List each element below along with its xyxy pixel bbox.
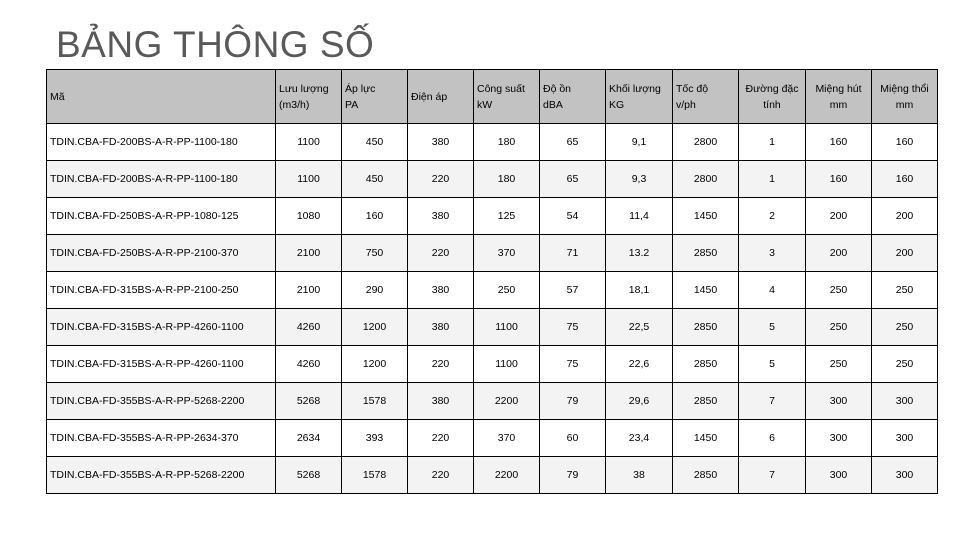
cell-speed: 1450 bbox=[673, 272, 739, 309]
cell-curve: 4 bbox=[739, 272, 806, 309]
cell-outlet: 200 bbox=[872, 198, 938, 235]
cell-curve: 1 bbox=[739, 161, 806, 198]
cell-voltage: 380 bbox=[408, 124, 474, 161]
cell-pressure: 160 bbox=[342, 198, 408, 235]
header-label: Áp lực bbox=[345, 82, 376, 95]
header-label: Đường đặc bbox=[745, 82, 799, 95]
cell-curve: 5 bbox=[739, 309, 806, 346]
cell-weight: 22,5 bbox=[606, 309, 673, 346]
cell-flow: 2100 bbox=[276, 272, 342, 309]
table-row bbox=[47, 457, 938, 494]
cell-noise: 65 bbox=[540, 124, 606, 161]
header-label: Lưu lượng bbox=[279, 82, 329, 95]
cell-code: TDIN.CBA-FD-355BS-A-R-PP-2634-370 bbox=[47, 420, 276, 457]
cell-outlet: 250 bbox=[872, 346, 938, 383]
cell-weight: 9,3 bbox=[606, 161, 673, 198]
cell-speed: 2850 bbox=[673, 235, 739, 272]
cell-curve: 7 bbox=[739, 457, 806, 494]
cell-power: 2200 bbox=[474, 457, 540, 494]
cell-voltage: 380 bbox=[408, 272, 474, 309]
header-noise bbox=[540, 70, 606, 124]
cell-inlet: 200 bbox=[806, 235, 872, 272]
spec-table bbox=[46, 69, 938, 494]
header-voltage bbox=[408, 70, 474, 124]
header-pressure bbox=[342, 70, 408, 124]
table-row bbox=[47, 383, 938, 420]
header-label: Độ ồn bbox=[543, 82, 572, 95]
header-label: Tốc độ bbox=[676, 82, 709, 95]
cell-power: 2200 bbox=[474, 383, 540, 420]
header-power bbox=[474, 70, 540, 124]
cell-outlet: 300 bbox=[872, 457, 938, 494]
page-title: BẢNG THÔNG SỐ bbox=[56, 24, 375, 65]
cell-weight: 9,1 bbox=[606, 124, 673, 161]
cell-pressure: 290 bbox=[342, 272, 408, 309]
cell-curve: 1 bbox=[739, 124, 806, 161]
cell-noise: 75 bbox=[540, 346, 606, 383]
cell-inlet: 160 bbox=[806, 124, 872, 161]
cell-voltage: 220 bbox=[408, 346, 474, 383]
header-code bbox=[47, 70, 276, 124]
table-body bbox=[47, 124, 938, 494]
cell-pressure: 1578 bbox=[342, 457, 408, 494]
header-inlet bbox=[806, 70, 872, 124]
cell-weight: 22,6 bbox=[606, 346, 673, 383]
cell-inlet: 300 bbox=[806, 383, 872, 420]
cell-weight: 23,4 bbox=[606, 420, 673, 457]
cell-noise: 71 bbox=[540, 235, 606, 272]
cell-flow: 2634 bbox=[276, 420, 342, 457]
cell-outlet: 160 bbox=[872, 161, 938, 198]
header-unit: kW bbox=[477, 98, 493, 111]
cell-power: 370 bbox=[474, 420, 540, 457]
header-unit: (m3/h) bbox=[279, 98, 310, 111]
cell-flow: 5268 bbox=[276, 383, 342, 420]
cell-voltage: 380 bbox=[408, 383, 474, 420]
header-label: Công suất bbox=[477, 82, 525, 95]
cell-code: TDIN.CBA-FD-315BS-A-R-PP-2100-250 bbox=[47, 272, 276, 309]
cell-speed: 2850 bbox=[673, 346, 739, 383]
cell-speed: 2800 bbox=[673, 161, 739, 198]
cell-power: 1100 bbox=[474, 309, 540, 346]
cell-code: TDIN.CBA-FD-200BS-A-R-PP-1100-180 bbox=[47, 161, 276, 198]
header-unit: tính bbox=[763, 98, 781, 111]
header-label: Khối lượng bbox=[609, 82, 661, 95]
cell-voltage: 380 bbox=[408, 198, 474, 235]
header-unit: dBA bbox=[543, 98, 563, 111]
cell-speed: 1450 bbox=[673, 420, 739, 457]
cell-noise: 79 bbox=[540, 383, 606, 420]
cell-speed: 2850 bbox=[673, 309, 739, 346]
cell-power: 1100 bbox=[474, 346, 540, 383]
cell-outlet: 160 bbox=[872, 124, 938, 161]
cell-flow: 1100 bbox=[276, 161, 342, 198]
header-unit: mm bbox=[829, 98, 848, 111]
cell-pressure: 1200 bbox=[342, 346, 408, 383]
table-row bbox=[47, 420, 938, 457]
cell-power: 125 bbox=[474, 198, 540, 235]
cell-weight: 18,1 bbox=[606, 272, 673, 309]
table-row bbox=[47, 198, 938, 235]
cell-speed: 1450 bbox=[673, 198, 739, 235]
cell-outlet: 300 bbox=[872, 383, 938, 420]
cell-speed: 2850 bbox=[673, 383, 739, 420]
header-unit: KG bbox=[609, 98, 625, 111]
cell-inlet: 300 bbox=[806, 457, 872, 494]
cell-inlet: 250 bbox=[806, 309, 872, 346]
cell-inlet: 160 bbox=[806, 161, 872, 198]
cell-weight: 11,4 bbox=[606, 198, 673, 235]
header-unit: v/ph bbox=[676, 98, 696, 111]
cell-pressure: 1578 bbox=[342, 383, 408, 420]
cell-code: TDIN.CBA-FD-250BS-A-R-PP-2100-370 bbox=[47, 235, 276, 272]
table-header bbox=[47, 70, 938, 124]
cell-code: TDIN.CBA-FD-355BS-A-R-PP-5268-2200 bbox=[47, 383, 276, 420]
cell-curve: 2 bbox=[739, 198, 806, 235]
cell-weight: 13.2 bbox=[606, 235, 673, 272]
header-label: Miệng hút bbox=[815, 82, 862, 95]
cell-pressure: 450 bbox=[342, 124, 408, 161]
cell-pressure: 393 bbox=[342, 420, 408, 457]
cell-speed: 2800 bbox=[673, 124, 739, 161]
header-label: Điện áp bbox=[411, 90, 448, 103]
table-row bbox=[47, 272, 938, 309]
cell-inlet: 200 bbox=[806, 198, 872, 235]
cell-outlet: 200 bbox=[872, 235, 938, 272]
cell-voltage: 220 bbox=[408, 457, 474, 494]
cell-code: TDIN.CBA-FD-250BS-A-R-PP-1080-125 bbox=[47, 198, 276, 235]
table-row bbox=[47, 309, 938, 346]
cell-pressure: 1200 bbox=[342, 309, 408, 346]
cell-inlet: 250 bbox=[806, 346, 872, 383]
header-speed bbox=[673, 70, 739, 124]
cell-noise: 57 bbox=[540, 272, 606, 309]
header-unit: mm bbox=[895, 98, 914, 111]
cell-code: TDIN.CBA-FD-355BS-A-R-PP-5268-2200 bbox=[47, 457, 276, 494]
cell-code: TDIN.CBA-FD-200BS-A-R-PP-1100-180 bbox=[47, 124, 276, 161]
table-row bbox=[47, 235, 938, 272]
cell-voltage: 220 bbox=[408, 235, 474, 272]
header-flow bbox=[276, 70, 342, 124]
header-outlet bbox=[872, 70, 938, 124]
cell-inlet: 250 bbox=[806, 272, 872, 309]
cell-outlet: 250 bbox=[872, 309, 938, 346]
header-label: Miệng thổi bbox=[880, 82, 929, 95]
cell-flow: 1100 bbox=[276, 124, 342, 161]
cell-code: TDIN.CBA-FD-315BS-A-R-PP-4260-1100 bbox=[47, 346, 276, 383]
cell-curve: 5 bbox=[739, 346, 806, 383]
cell-power: 180 bbox=[474, 161, 540, 198]
cell-weight: 38 bbox=[606, 457, 673, 494]
cell-voltage: 220 bbox=[408, 420, 474, 457]
cell-pressure: 750 bbox=[342, 235, 408, 272]
cell-code: TDIN.CBA-FD-315BS-A-R-PP-4260-1100 bbox=[47, 309, 276, 346]
cell-noise: 54 bbox=[540, 198, 606, 235]
cell-pressure: 450 bbox=[342, 161, 408, 198]
cell-weight: 29,6 bbox=[606, 383, 673, 420]
header-label: Mã bbox=[50, 90, 65, 103]
cell-power: 250 bbox=[474, 272, 540, 309]
cell-flow: 5268 bbox=[276, 457, 342, 494]
cell-flow: 2100 bbox=[276, 235, 342, 272]
table-row bbox=[47, 346, 938, 383]
cell-inlet: 300 bbox=[806, 420, 872, 457]
header-row bbox=[47, 70, 938, 124]
cell-noise: 65 bbox=[540, 161, 606, 198]
cell-noise: 75 bbox=[540, 309, 606, 346]
cell-outlet: 300 bbox=[872, 420, 938, 457]
header-weight bbox=[606, 70, 673, 124]
cell-noise: 79 bbox=[540, 457, 606, 494]
cell-outlet: 250 bbox=[872, 272, 938, 309]
cell-voltage: 220 bbox=[408, 161, 474, 198]
table-row bbox=[47, 124, 938, 161]
table-row bbox=[47, 161, 938, 198]
cell-power: 370 bbox=[474, 235, 540, 272]
cell-noise: 60 bbox=[540, 420, 606, 457]
cell-curve: 6 bbox=[739, 420, 806, 457]
cell-flow: 1080 bbox=[276, 198, 342, 235]
cell-speed: 2850 bbox=[673, 457, 739, 494]
cell-flow: 4260 bbox=[276, 309, 342, 346]
header-unit: PA bbox=[345, 98, 359, 111]
cell-flow: 4260 bbox=[276, 346, 342, 383]
header-curve bbox=[739, 70, 806, 124]
cell-curve: 3 bbox=[739, 235, 806, 272]
cell-curve: 7 bbox=[739, 383, 806, 420]
cell-power: 180 bbox=[474, 124, 540, 161]
cell-voltage: 380 bbox=[408, 309, 474, 346]
